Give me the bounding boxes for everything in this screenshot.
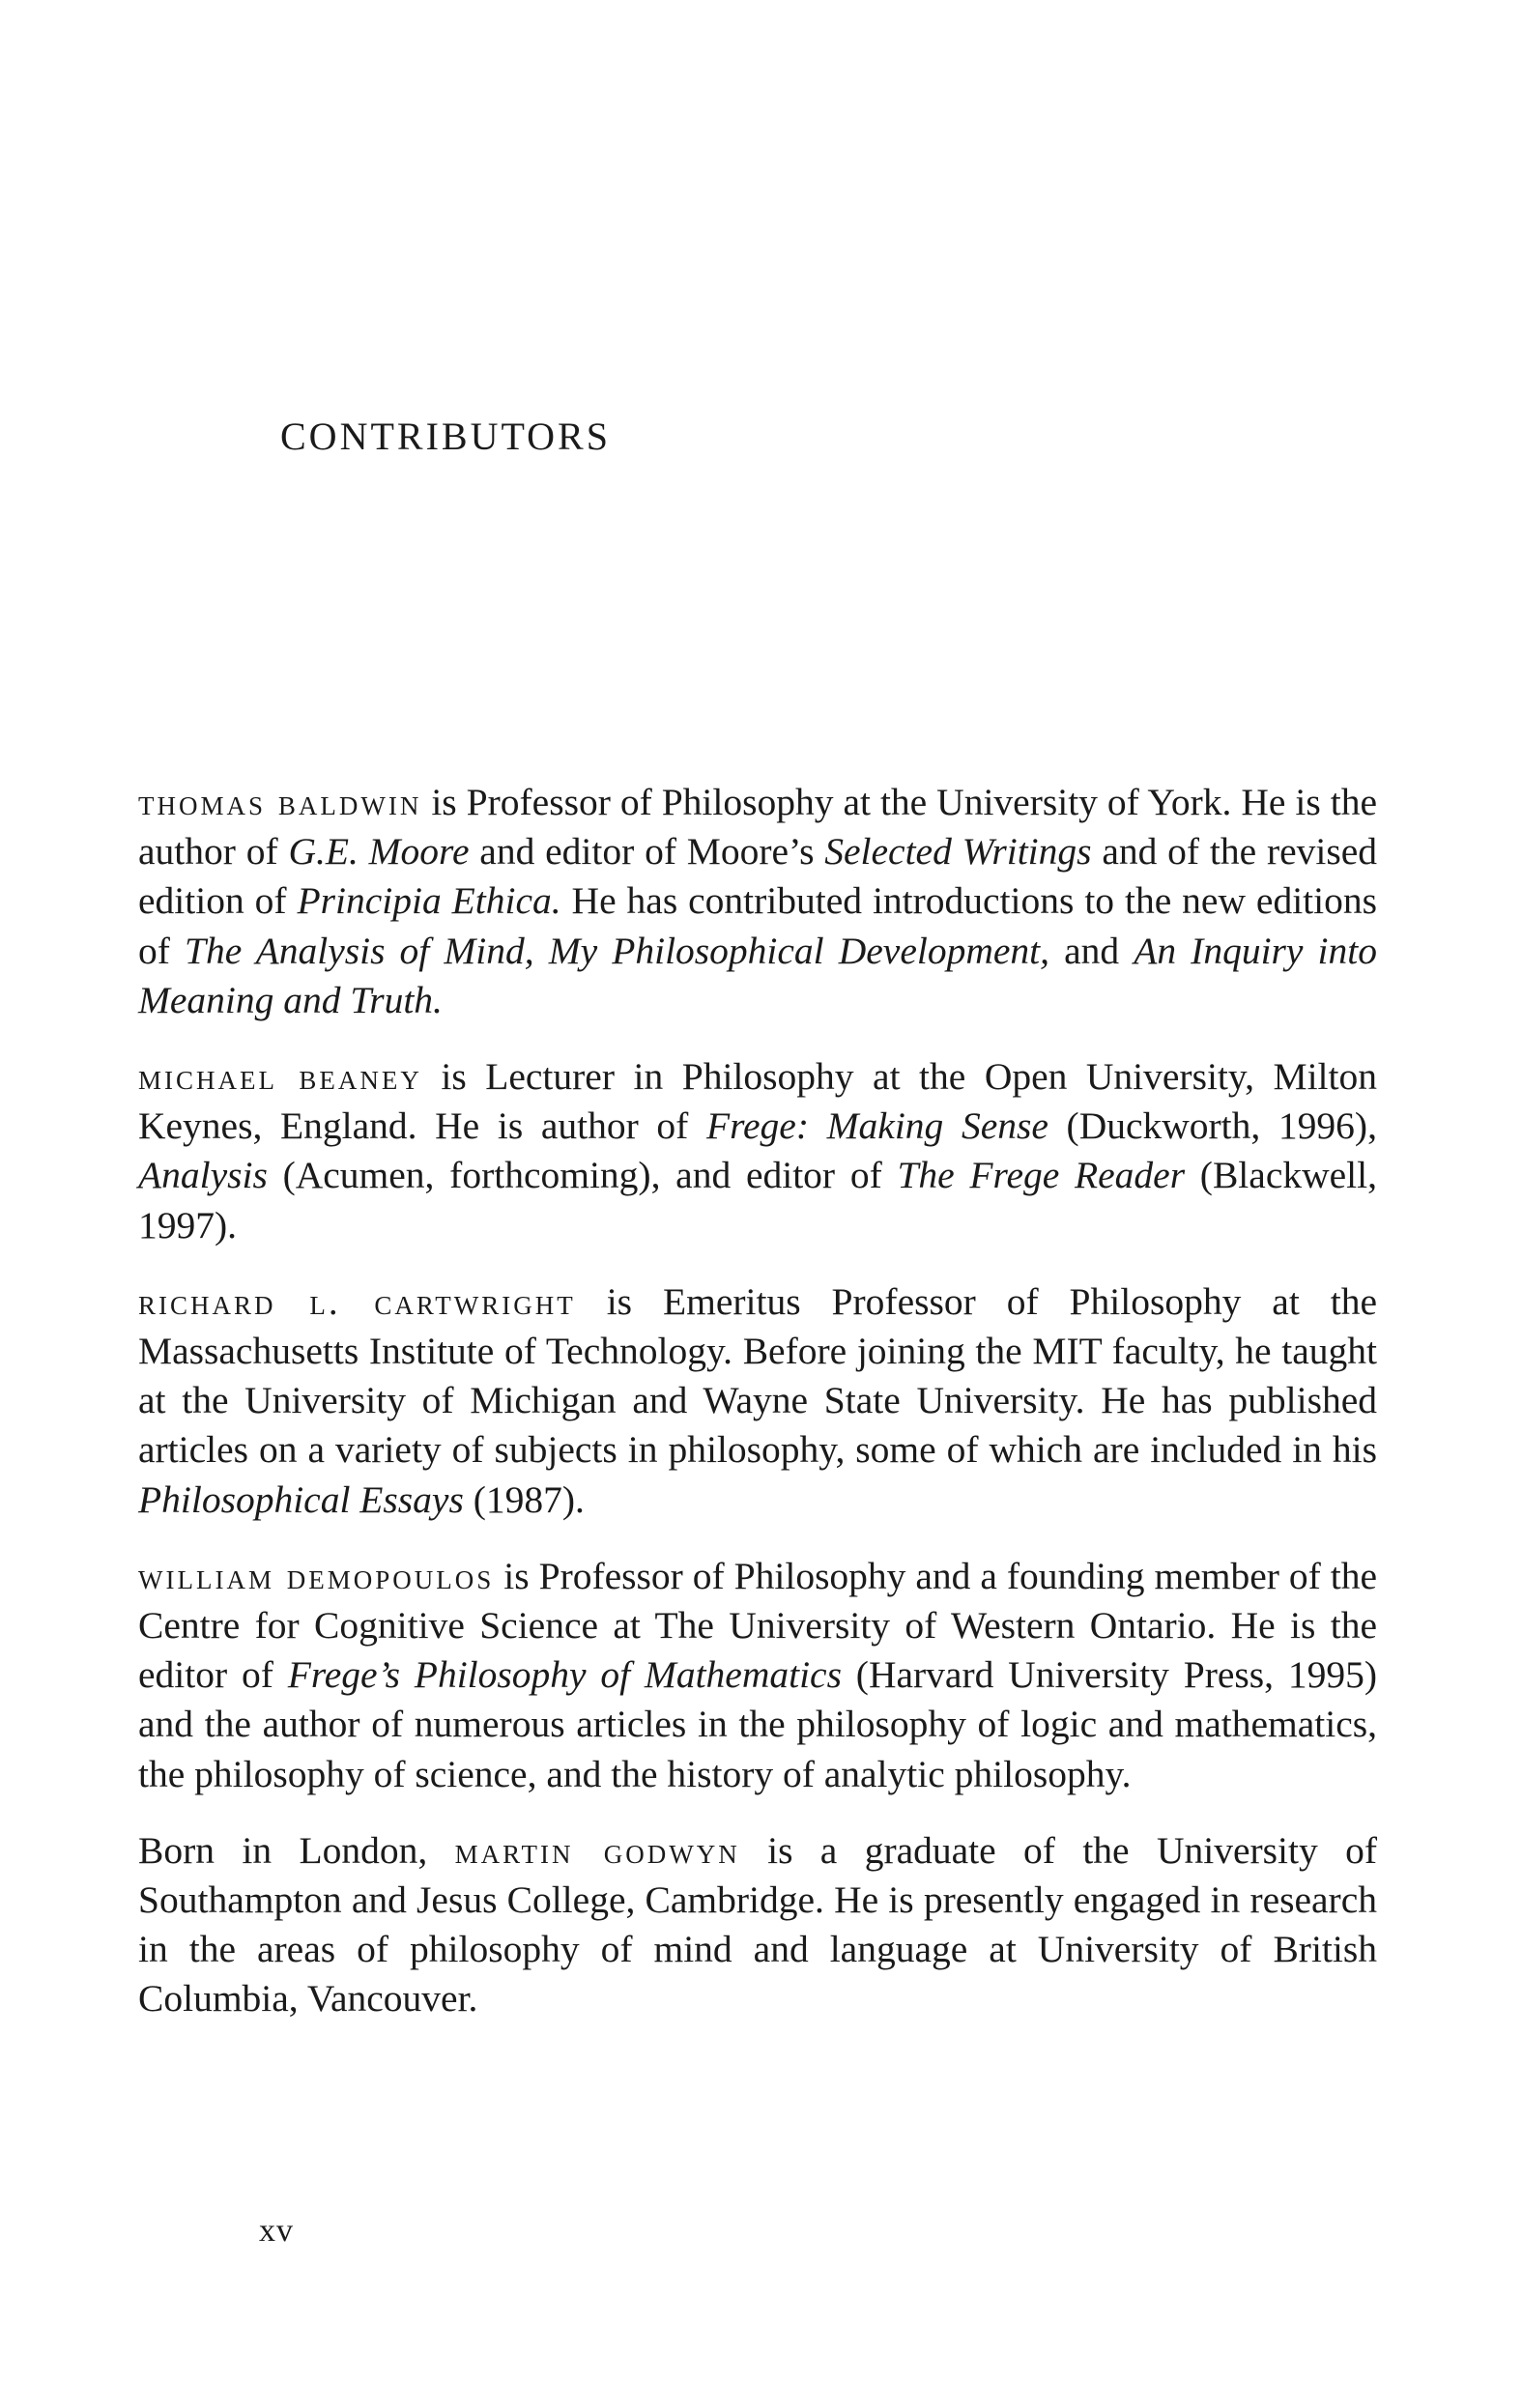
entry-text: (Harvard University Press, 1995) and the author of numerous articles in the philosophy of logic and mathematics, the philosophy of science, and the history of analytic philosophy. [138, 1653, 1378, 1795]
book-title: Principia Ethica. [297, 879, 561, 923]
contributor-name: richard l. cartwright [138, 1280, 576, 1323]
entry-text: is Professor of Philosophy at the University of York. He is the author of [138, 781, 1378, 874]
book-title: Selected Writings [824, 830, 1092, 874]
contributor-name: william demopoulos [138, 1555, 495, 1597]
page-heading: CONTRIBUTORS [280, 415, 611, 458]
entry-prefix: Born in London, [138, 1828, 455, 1872]
book-title: Philosophical Essays [138, 1477, 464, 1521]
entry-text: is Professor of Philosophy and a founding member of the Centre for Cognitive Science at The University of Western Ontario. He is the editor of [138, 1554, 1377, 1697]
contributor-name: michael beaney [138, 1056, 422, 1099]
book-title: An Inquiry into Meaning and Truth. [138, 929, 1377, 1021]
contributor-list [138, 778, 1377, 2051]
entry-text: (Duckworth, 1996), [1048, 1104, 1377, 1148]
book-title: G.E. Moore [288, 830, 470, 874]
contributor-entry [138, 1052, 1377, 1250]
entry-text: is Emeritus Professor of Philosophy at the Massachusetts Institute of Technology. Before joining the MIT faculty, he taught at the University of Michigan and Wayne State University. He has published articles on a variety of subjects in philosophy, some of which are included in his [138, 1279, 1377, 1472]
book-title: The Frege Reader [897, 1154, 1186, 1197]
entry-text: and of the revised edition of [138, 830, 1378, 923]
contributor-entry [138, 1552, 1377, 1799]
entry-text: (Blackwell, 1997). [138, 1154, 1377, 1247]
entry-text: (Acumen, forthcoming), and editor of [267, 1154, 898, 1197]
page-number: xv [259, 2213, 294, 2249]
book-title: Frege’s Philosophy of Mathematics [287, 1653, 842, 1697]
contributor-name: thomas baldwin [138, 782, 422, 823]
contributor-entry [138, 1277, 1377, 1525]
book-title: The Analysis of Mind, My Philosophical Development, [185, 929, 1049, 972]
entry-text: is a graduate of the University of Southampton and Jesus College, Cambridge. He is presently engaged in research in the areas of philosophy of mind and language at University of British Columbia, Vancouver. [138, 1828, 1377, 2021]
contributor-name: martin godwyn [454, 1829, 740, 1872]
book-title: Analysis [138, 1154, 268, 1197]
entry-text: and [1049, 929, 1134, 972]
contributor-entry [138, 1826, 1377, 2024]
entry-text: is Lecturer in Philosophy at the Open University, Milton Keynes, England. He is author of [138, 1055, 1378, 1148]
entry-text: and editor of Moore’s [469, 830, 825, 874]
entry-text: (1987). [463, 1477, 585, 1521]
entry-text: He has contributed introductions to the new editions of [138, 879, 1377, 972]
book-title: Frege: Making Sense [705, 1104, 1048, 1148]
contributor-entry [138, 778, 1377, 1025]
